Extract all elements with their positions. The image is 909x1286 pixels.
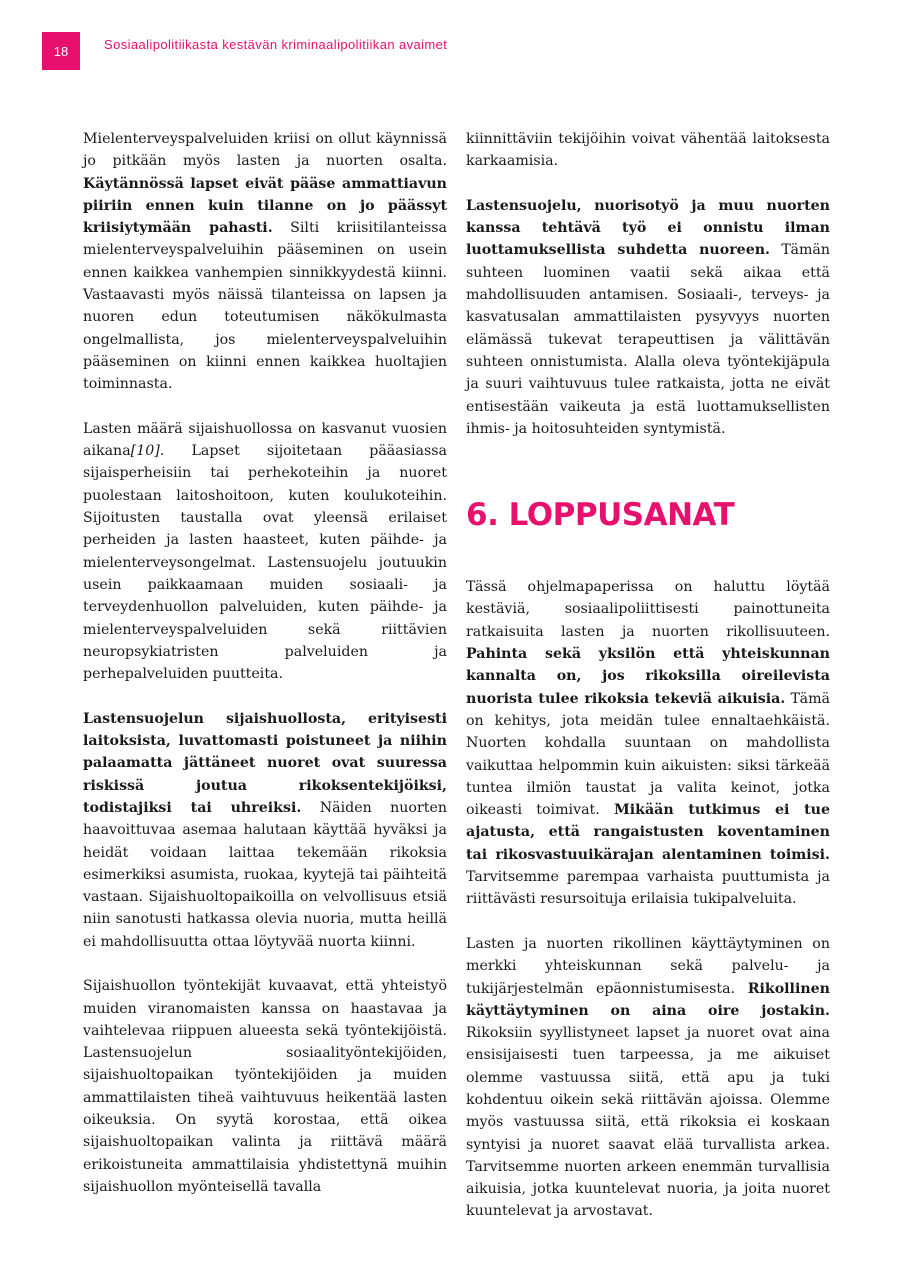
text: Näiden nuorten haavoittuvaa asemaa halutaan käyttää hyväksi ja heidät voidaan laittaa tekemään rikoksia esimerkiksi asumista, ruokaa, kyytejä tai päihteitä vastaan. Sijaishuoltopaikoilla on velvollisuus etsiä niin sanotusti hatkassa olevia nuoria, mutta heillä ei mahdollisuutta ottaa löytyvää nuorta kiinni. bbox=[83, 799, 447, 950]
paragraph bbox=[466, 195, 830, 440]
paragraph: kiinnittäviin tekijöihin voivat vähentää laitoksesta karkaamisia. bbox=[466, 131, 830, 170]
right-column bbox=[466, 128, 830, 1245]
text: Mielenterveyspalveluiden kriisi on ollut käynnissä jo pitkään myös lasten ja nuorten osalta. bbox=[83, 131, 447, 170]
bold-text: Pahinta sekä yksilön että yhteiskunnan kannalta on, jos rikoksilla oireilevista nuorista tulee rikoksia tekeviä aikuisia. bbox=[466, 646, 830, 707]
bold-text: Mikään tutkimus ei tue ajatusta, että rangaistusten koventaminen tai rikosvastuuikärajan alentaminen toimisi. bbox=[466, 802, 830, 863]
left-column bbox=[83, 128, 447, 1221]
text: Lasten määrä sijaishuollossa on kasvanut vuosien aikana bbox=[83, 420, 447, 460]
page-number: 18 bbox=[42, 32, 80, 70]
text: Tämä on kehitys, jota meidän tulee ennaltaehkäistä. Nuorten kohdalla suuntaan on mahdollista vaikuttaa helpommin kuin aikuisten: siksi tärkeää tuntea ilmiön taustat ja valita keinot, jotka oikeasti toimivat. bbox=[466, 690, 830, 819]
bold-text: Käytännössä lapset eivät pääse ammattiavun piiriin ennen kuin tilanne on jo päässyt kriisiytymään pahasti. bbox=[83, 175, 447, 237]
bold-text: Lastensuojelu, nuorisotyö ja muu nuorten kanssa tehtävä työ ei onnistu ilman luottamuksellista suhdetta nuoreen. bbox=[466, 197, 830, 259]
text: Rikoksiin syyllistyneet lapset ja nuoret ovat aina ensisijaisesti tuen tarpeessa, ja me aikuiset olemme vastuussa siitä, että apu ja tuki kohdentuu oikein sekä riittävän ajoissa. Olemme myös vastuussa siitä, että rikoksia ei koskaan syntyisi ja nuoret saavat elää turvallista arkea. Tarvitsemme nuorten arkeen enemmän turvallisia aikuisia, jotka kuuntelevat nuoria, ja joita nuoret kuuntelevat ja arvostavat. bbox=[466, 1025, 830, 1220]
running-header: Sosiaalipolitiikasta kestävän kriminaalipolitiikan avaimet bbox=[104, 37, 448, 52]
bold-text: Rikollinen käyttäytyminen on aina oire jostakin. bbox=[466, 980, 830, 1019]
text: Lasten ja nuorten rikollinen käyttäytyminen on merkki yhteiskunnan sekä palvelu- ja tukijärjestelmän epäonnistumisesta. bbox=[466, 935, 830, 997]
section-heading: 6. LOPPUSANAT bbox=[466, 497, 735, 534]
paragraph bbox=[83, 128, 447, 396]
bold-text: Lastensuojelun sijaishuollosta, erityisesti laitoksista, luvattomasti poistuneet ja niihin palaamatta jättäneet nuoret ovat suuressa riskissä joutua rikoksentekijöiksi, todistajiksi tai uhreiksi. bbox=[83, 710, 447, 816]
text: Silti kriisitilanteissa mielenterveyspalveluihin pääseminen on usein ennen kaikkea vanhempien sinnikkyydestä kiinni. Vastaavasti myös näissä tilanteissa on lapsen ja nuoren edun toteutumisen näkökulmasta ongelmallista, jos mielenterveyspalveluihin pääseminen on kiinni ennen kaikkea huoltajien toiminnasta. bbox=[83, 220, 447, 393]
reference: [10] bbox=[130, 443, 160, 460]
text: Tarvitsemme parempaa varhaista puuttumista ja riittävästi resursoituja erilaisia tukipalveluita. bbox=[466, 869, 830, 908]
text: . Lapset sijoitetaan pääasiassa sijaisperheisiin tai perhekoteihin ja nuoret puolestaan laitoshoitoon, kuten koulukoteihin. Sijoitusten taustalla ovat yleensä erilaiset perheiden ja lasten haasteet, kuten päihde- ja mielenterveysongelmat. Lastensuojelu joutuukin usein paikkaamaan muiden sosiaali- ja terveydenhuollon palveluiden, kuten päihde- ja mielenterveyspalveluiden sekä riittävien neuropsykiatristen palveluiden ja perhepalveluiden puutteita. bbox=[83, 443, 447, 683]
paragraph bbox=[466, 576, 830, 910]
paragraph bbox=[83, 418, 447, 686]
paragraph bbox=[83, 708, 447, 953]
paragraph: Sijaishuollon työntekijät kuvaavat, että yhteistyö muiden viranomaisten kanssa on haastavaa ja vaihtelevaa riippuen alueesta sekä työntekijöistä. Lastensuojelun sosiaalityöntekijöiden, sijaishuoltopaikan työntekijöiden ja muiden ammattilaisten tiheä vaihtuvuus heikentää lasten oikeuksia. On syytä korostaa, että oikea sijaishuoltopaikan valinta ja riittävä määrä erikoistuneita ammattilaisia yhdistettynä muihin sijaishuollon myönteisellä tavalla bbox=[83, 978, 447, 1195]
text: Tämän suhteen luominen vaatii sekä aikaa että mahdollisuuden antamisen. Sosiaali-, terveys- ja kasvatusalan ammattilaisten pysyvyys nuorten elämässä tukevat terapeuttisen ja välittävän suhteen onnistumista. Alalla oleva työntekijäpula ja suuri vaihtuvuus tulee ratkaista, jotta ne eivät entisestään vaikeuta ja estä luottamuksellisten ihmis- ja hoitosuhteiden syntymistä. bbox=[466, 242, 830, 437]
paragraph bbox=[466, 933, 830, 1223]
text: Tässä ohjelmapaperissa on haluttu löytää kestäviä, sosiaalipoliittisesti painottuneita ratkaisuita lasten ja nuorten rikollisuuteen. bbox=[466, 579, 830, 640]
